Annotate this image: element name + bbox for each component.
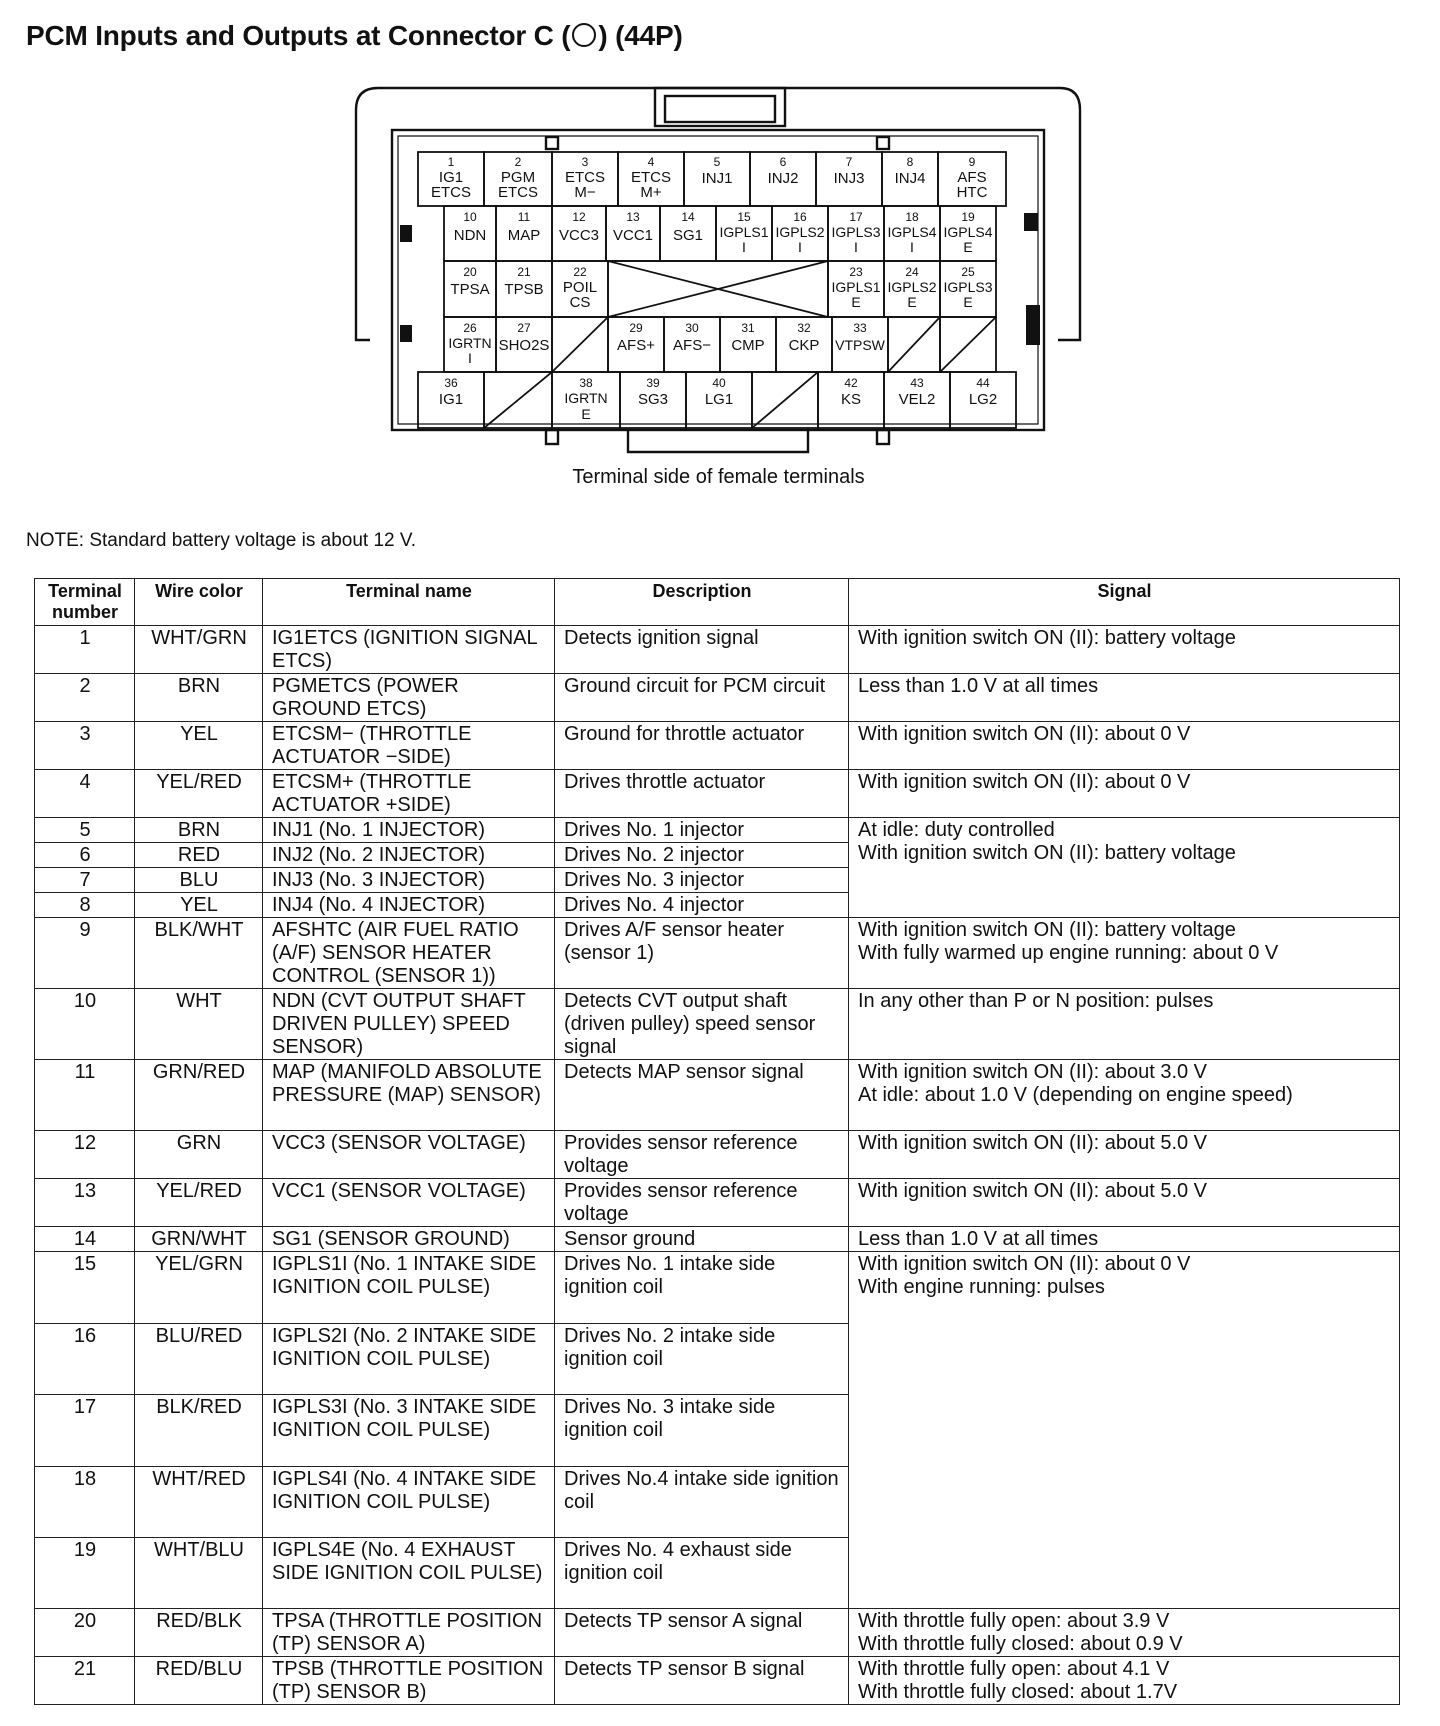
table-row	[35, 918, 1400, 989]
cell-terminal: 2	[35, 674, 135, 722]
pin-11	[508, 210, 541, 244]
cell-desc: Drives No. 1 intake side ignition coil	[555, 1252, 849, 1324]
cell-name: NDN (CVT OUTPUT SHAFT DRIVEN PULLEY) SPEED SENSOR)	[263, 989, 555, 1060]
title-text-start: PCM Inputs and Outputs at Connector C (	[26, 20, 571, 51]
cell-desc: Sensor ground	[555, 1227, 849, 1252]
table-row	[35, 1227, 1400, 1252]
pin-5	[702, 155, 733, 187]
cell-terminal: 12	[35, 1131, 135, 1179]
pin-13	[613, 210, 653, 244]
cell-signal: With ignition switch ON (II): about 5.0 V	[849, 1131, 1400, 1179]
title-text-end: ) (44P)	[598, 20, 683, 51]
svg-text:CS: CS	[569, 294, 591, 311]
cell-wire: WHT/GRN	[135, 626, 263, 674]
svg-text:21: 21	[517, 265, 531, 279]
cell-terminal: 17	[35, 1395, 135, 1467]
cell-terminal: 21	[35, 1657, 135, 1705]
pin-33	[835, 321, 886, 353]
pin-15	[719, 210, 768, 255]
svg-text:M+: M+	[640, 184, 662, 201]
cell-terminal: 11	[35, 1060, 135, 1131]
svg-text:24: 24	[905, 265, 919, 279]
pin-29	[617, 321, 655, 354]
cell-signal: With throttle fully open: about 3.9 V With throttle fully closed: about 0.9 V	[849, 1609, 1400, 1657]
svg-text:MAP: MAP	[507, 227, 541, 244]
cell-signal: With ignition switch ON (II): battery voltage	[849, 626, 1400, 674]
svg-text:E: E	[907, 294, 917, 310]
header-description: Description	[555, 579, 849, 626]
cell-wire: WHT	[135, 989, 263, 1060]
svg-text:ETCS: ETCS	[497, 184, 539, 201]
svg-text:I: I	[468, 350, 472, 366]
cell-desc: Drives No. 1 injector	[555, 818, 849, 843]
cell-name: TPSA (THROTTLE POSITION (TP) SENSOR A)	[263, 1609, 555, 1657]
cell-terminal: 20	[35, 1609, 135, 1657]
battery-note: NOTE: Standard battery voltage is about 12 V.	[26, 530, 417, 551]
svg-text:20: 20	[463, 265, 477, 279]
pin-30	[673, 321, 711, 354]
svg-text:3: 3	[581, 155, 589, 169]
svg-text:HTC: HTC	[956, 184, 988, 201]
pin-2	[498, 155, 538, 201]
cell-name: ETCSM+ (THROTTLE ACTUATOR +SIDE)	[263, 770, 555, 818]
svg-text:M−: M−	[574, 184, 596, 201]
cell-desc: Provides sensor reference voltage	[555, 1179, 849, 1227]
header-terminal-number: Terminal number	[35, 579, 135, 626]
pin-17	[831, 210, 880, 255]
cell-name: PGMETCS (POWER GROUND ETCS)	[263, 674, 555, 722]
svg-text:1: 1	[447, 155, 455, 169]
cell-wire: BRN	[135, 674, 263, 722]
cell-desc: Detects TP sensor B signal	[555, 1657, 849, 1705]
svg-text:30: 30	[685, 321, 699, 335]
table-row	[35, 674, 1400, 722]
pin-42	[841, 376, 861, 408]
pin-22	[563, 265, 597, 311]
pin-8	[895, 155, 926, 187]
cell-wire: RED/BLU	[135, 1657, 263, 1705]
svg-text:TPSA: TPSA	[450, 281, 490, 298]
pin-4	[631, 155, 671, 201]
pin-32	[789, 321, 820, 354]
svg-text:ETCS: ETCS	[430, 184, 472, 201]
cell-desc: Drives No. 4 injector	[555, 893, 849, 918]
cell-name: IGPLS3I (No. 3 INTAKE SIDE IGNITION COIL PULSE)	[263, 1395, 555, 1467]
svg-text:19: 19	[961, 210, 975, 224]
svg-text:10: 10	[463, 210, 477, 224]
svg-text:POIL: POIL	[562, 279, 598, 296]
svg-text:I: I	[854, 239, 858, 255]
cell-desc: Drives No. 3 injector	[555, 868, 849, 893]
table-row	[35, 1179, 1400, 1227]
cell-desc: Ground circuit for PCM circuit	[555, 674, 849, 722]
svg-text:IGPLS3: IGPLS3	[943, 279, 993, 295]
pin-14	[673, 210, 703, 244]
svg-text:IGRTN: IGRTN	[448, 335, 492, 351]
pinout-table	[34, 578, 1400, 1705]
svg-text:AFS−: AFS−	[673, 337, 711, 354]
svg-text:INJ3: INJ3	[833, 170, 865, 187]
svg-text:VCC3: VCC3	[558, 227, 600, 244]
connector-top-latch	[655, 88, 785, 126]
cell-desc: Drives No. 3 intake side ignition coil	[555, 1395, 849, 1467]
cell-signal: Less than 1.0 V at all times	[849, 1227, 1400, 1252]
cell-name: MAP (MANIFOLD ABSOLUTE PRESSURE (MAP) SENSOR)	[263, 1060, 555, 1131]
cell-terminal: 5	[35, 818, 135, 843]
svg-text:IGPLS3: IGPLS3	[831, 224, 881, 240]
pin-19	[943, 210, 992, 255]
svg-text:26: 26	[463, 321, 477, 335]
cell-terminal: 9	[35, 918, 135, 989]
pin-20	[450, 265, 489, 298]
cell-terminal: 8	[35, 893, 135, 918]
svg-text:IGPLS4: IGPLS4	[943, 224, 993, 240]
cell-wire: BLK/WHT	[135, 918, 263, 989]
svg-text:I: I	[798, 239, 802, 255]
cell-wire: YEL/GRN	[135, 1252, 263, 1324]
svg-text:AFS+: AFS+	[617, 337, 655, 354]
cell-signal: With ignition switch ON (II): about 0 V	[849, 722, 1400, 770]
svg-text:KS: KS	[840, 391, 862, 408]
cell-desc: Detects ignition signal	[555, 626, 849, 674]
svg-text:7: 7	[845, 155, 853, 169]
cell-terminal: 15	[35, 1252, 135, 1324]
svg-text:9: 9	[968, 155, 976, 169]
cell-signal: With ignition switch ON (II): battery voltage With fully warmed up engine running: about 0 V	[849, 918, 1400, 989]
cell-desc: Drives No. 2 injector	[555, 843, 849, 868]
cell-wire: BRN	[135, 818, 263, 843]
svg-text:44: 44	[976, 376, 990, 390]
pin-6	[768, 155, 799, 187]
svg-text:IGPLS1: IGPLS1	[719, 224, 769, 240]
table-row	[35, 1131, 1400, 1179]
pin-16	[775, 210, 824, 255]
cell-name: IGPLS1I (No. 1 INTAKE SIDE IGNITION COIL PULSE)	[263, 1252, 555, 1324]
cell-terminal: 16	[35, 1324, 135, 1395]
cell-signal: With ignition switch ON (II): about 0 V	[849, 770, 1400, 818]
cell-name: TPSB (THROTTLE POSITION (TP) SENSOR B)	[263, 1657, 555, 1705]
cell-terminal: 6	[35, 843, 135, 868]
svg-text:38: 38	[579, 376, 593, 390]
cell-desc: Detects TP sensor A signal	[555, 1609, 849, 1657]
cell-name: VCC3 (SENSOR VOLTAGE)	[263, 1131, 555, 1179]
cell-terminal: 18	[35, 1467, 135, 1538]
svg-text:29: 29	[629, 321, 643, 335]
svg-text:6: 6	[779, 155, 787, 169]
cell-terminal: 7	[35, 868, 135, 893]
table-row	[35, 1252, 1400, 1324]
pin-27	[499, 321, 550, 354]
svg-text:25: 25	[961, 265, 975, 279]
cell-signal: With ignition switch ON (II): about 0 V With engine running: pulses	[849, 1252, 1400, 1609]
cell-name: INJ4 (No. 4 INJECTOR)	[263, 893, 555, 918]
svg-text:17: 17	[849, 210, 863, 224]
header-signal: Signal	[849, 579, 1400, 626]
svg-text:12: 12	[572, 210, 586, 224]
svg-text:13: 13	[626, 210, 640, 224]
cell-name: IGPLS4I (No. 4 INTAKE SIDE IGNITION COIL PULSE)	[263, 1467, 555, 1538]
cell-terminal: 10	[35, 989, 135, 1060]
pin-43	[899, 376, 936, 408]
svg-text:36: 36	[444, 376, 458, 390]
svg-text:15: 15	[737, 210, 751, 224]
cell-terminal: 3	[35, 722, 135, 770]
svg-text:IG1: IG1	[438, 169, 464, 186]
svg-text:43: 43	[910, 376, 924, 390]
svg-text:ETCS: ETCS	[630, 169, 672, 186]
svg-text:LG2: LG2	[968, 391, 998, 408]
cell-terminal: 19	[35, 1538, 135, 1609]
pin-10	[454, 210, 487, 244]
pin-40	[705, 376, 733, 408]
svg-text:IGPLS1: IGPLS1	[831, 279, 881, 295]
table-row	[35, 1609, 1400, 1657]
cell-name: AFSHTC (AIR FUEL RATIO (A/F) SENSOR HEATER CONTROL (SENSOR 1))	[263, 918, 555, 989]
pin-24	[887, 265, 936, 310]
svg-text:SHO2S: SHO2S	[498, 337, 550, 354]
cell-signal: Less than 1.0 V at all times	[849, 674, 1400, 722]
cell-desc: Ground for throttle actuator	[555, 722, 849, 770]
svg-text:23: 23	[849, 265, 863, 279]
table-row	[35, 722, 1400, 770]
table-row	[35, 989, 1400, 1060]
pin-26	[448, 321, 491, 366]
svg-text:IGRTN: IGRTN	[564, 390, 608, 406]
cell-desc: Detects MAP sensor signal	[555, 1060, 849, 1131]
table-row	[35, 1060, 1400, 1131]
cell-signal: At idle: duty controlled With ignition switch ON (II): battery voltage	[849, 818, 1400, 918]
header-terminal-name: Terminal name	[263, 579, 555, 626]
pin-25	[943, 265, 992, 310]
svg-text:42: 42	[844, 376, 858, 390]
svg-text:22: 22	[573, 265, 587, 279]
svg-text:IG1: IG1	[438, 391, 464, 408]
cell-desc: Detects CVT output shaft (driven pulley) speed sensor signal	[555, 989, 849, 1060]
pin-7	[834, 155, 865, 187]
pin-38	[564, 376, 607, 422]
cell-wire: YEL/RED	[135, 1179, 263, 1227]
pin-9	[957, 155, 988, 201]
svg-text:E: E	[963, 239, 973, 255]
cell-wire: RED	[135, 843, 263, 868]
cell-name: IG1ETCS (IGNITION SIGNAL ETCS)	[263, 626, 555, 674]
cell-wire: BLU	[135, 868, 263, 893]
svg-text:I: I	[742, 239, 746, 255]
svg-text:CKP: CKP	[788, 337, 820, 354]
svg-text:33: 33	[853, 321, 867, 335]
cell-terminal: 14	[35, 1227, 135, 1252]
svg-text:14: 14	[681, 210, 695, 224]
cell-name: INJ3 (No. 3 INJECTOR)	[263, 868, 555, 893]
svg-text:I: I	[910, 239, 914, 255]
cell-wire: GRN	[135, 1131, 263, 1179]
svg-text:INJ4: INJ4	[894, 170, 926, 187]
pin-18	[887, 210, 936, 255]
svg-text:8: 8	[906, 155, 914, 169]
svg-text:IGPLS2: IGPLS2	[775, 224, 825, 240]
cell-signal: With throttle fully open: about 4.1 V With throttle fully closed: about 1.7V	[849, 1657, 1400, 1705]
cell-wire: YEL	[135, 893, 263, 918]
cell-desc: Drives throttle actuator	[555, 770, 849, 818]
svg-text:VCC1: VCC1	[612, 227, 654, 244]
diagram-caption: Terminal side of female terminals	[572, 466, 865, 488]
pin-31	[731, 321, 764, 354]
svg-text:27: 27	[517, 321, 531, 335]
svg-text:IGPLS4: IGPLS4	[887, 224, 937, 240]
cell-wire: RED/BLK	[135, 1609, 263, 1657]
svg-text:SG3: SG3	[637, 391, 669, 408]
cell-wire: WHT/BLU	[135, 1538, 263, 1609]
pin-1	[431, 155, 471, 201]
svg-text:31: 31	[741, 321, 755, 335]
pin-44	[969, 376, 997, 408]
svg-text:IGPLS2: IGPLS2	[887, 279, 937, 295]
svg-text:PGM: PGM	[500, 169, 536, 186]
cell-desc: Drives No. 4 exhaust side ignition coil	[555, 1538, 849, 1609]
svg-text:E: E	[963, 294, 973, 310]
connector-diagram	[0, 0, 1440, 520]
table-row	[35, 818, 1400, 843]
svg-text:NDN: NDN	[453, 227, 487, 244]
svg-text:E: E	[581, 406, 591, 422]
svg-text:CMP: CMP	[731, 337, 765, 354]
cell-signal: With ignition switch ON (II): about 3.0 V At idle: about 1.0 V (depending on engine speed)	[849, 1060, 1400, 1131]
table-row	[35, 626, 1400, 674]
cell-wire: YEL	[135, 722, 263, 770]
header-wire-color: Wire color	[135, 579, 263, 626]
svg-text:TPSB: TPSB	[504, 281, 544, 298]
cell-wire: GRN/RED	[135, 1060, 263, 1131]
svg-text:11: 11	[517, 210, 531, 224]
svg-text:18: 18	[905, 210, 919, 224]
pin-21	[504, 265, 543, 298]
svg-text:2: 2	[514, 155, 522, 169]
svg-text:AFS: AFS	[957, 169, 987, 186]
svg-text:40: 40	[712, 376, 726, 390]
cell-terminal: 4	[35, 770, 135, 818]
pin-36	[439, 376, 463, 408]
pin-23	[831, 265, 880, 310]
svg-text:INJ2: INJ2	[767, 170, 799, 187]
svg-text:VEL2: VEL2	[898, 391, 936, 408]
svg-text:SG1: SG1	[672, 227, 704, 244]
cell-terminal: 1	[35, 626, 135, 674]
cell-wire: GRN/WHT	[135, 1227, 263, 1252]
cell-desc: Drives A/F sensor heater (sensor 1)	[555, 918, 849, 989]
cell-name: INJ2 (No. 2 INJECTOR)	[263, 843, 555, 868]
cell-desc: Drives No. 2 intake side ignition coil	[555, 1324, 849, 1395]
cell-signal: In any other than P or N position: pulses	[849, 989, 1400, 1060]
svg-text:16: 16	[793, 210, 807, 224]
cell-signal: With ignition switch ON (II): about 5.0 V	[849, 1179, 1400, 1227]
table-row	[35, 1657, 1400, 1705]
cell-terminal: 13	[35, 1179, 135, 1227]
cell-wire: BLU/RED	[135, 1324, 263, 1395]
pin-3	[565, 155, 605, 201]
table-row	[35, 770, 1400, 818]
svg-text:LG1: LG1	[704, 391, 734, 408]
cell-name: VCC1 (SENSOR VOLTAGE)	[263, 1179, 555, 1227]
pin-12	[559, 210, 599, 244]
svg-text:E: E	[851, 294, 861, 310]
cell-wire: WHT/RED	[135, 1467, 263, 1538]
svg-text:32: 32	[797, 321, 811, 335]
pin-39	[638, 376, 668, 408]
cell-name: ETCSM− (THROTTLE ACTUATOR −SIDE)	[263, 722, 555, 770]
svg-text:INJ1: INJ1	[701, 170, 733, 187]
svg-text:39: 39	[646, 376, 660, 390]
cell-desc: Drives No.4 intake side ignition coil	[555, 1467, 849, 1538]
cell-desc: Provides sensor reference voltage	[555, 1131, 849, 1179]
cell-name: IGPLS4E (No. 4 EXHAUST SIDE IGNITION COIL PULSE)	[263, 1538, 555, 1609]
cell-name: IGPLS2I (No. 2 INTAKE SIDE IGNITION COIL PULSE)	[263, 1324, 555, 1395]
cell-name: INJ1 (No. 1 INJECTOR)	[263, 818, 555, 843]
cell-wire: BLK/RED	[135, 1395, 263, 1467]
svg-text:ETCS: ETCS	[564, 169, 606, 186]
cell-wire: YEL/RED	[135, 770, 263, 818]
svg-text:VTPSW: VTPSW	[835, 337, 885, 353]
svg-text:5: 5	[713, 155, 721, 169]
table-header-row	[35, 579, 1400, 626]
svg-text:4: 4	[647, 155, 655, 169]
cell-name: SG1 (SENSOR GROUND)	[263, 1227, 555, 1252]
